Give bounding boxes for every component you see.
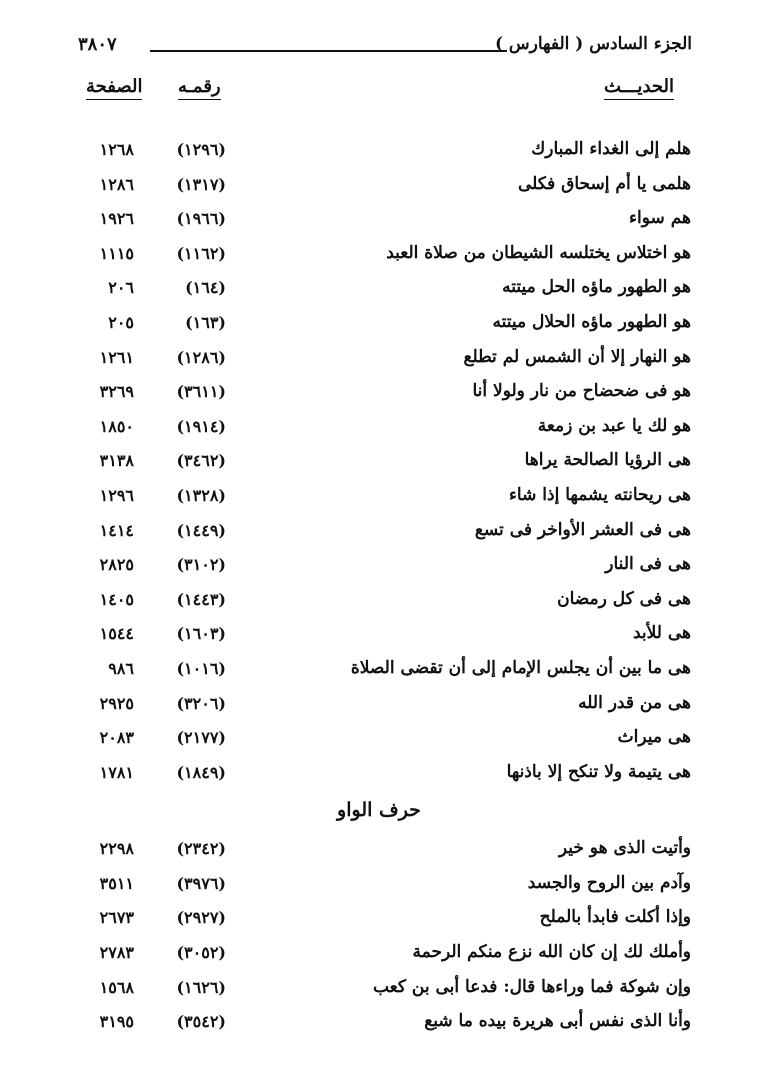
hadith-number: (٢٣٤٢): [176, 839, 226, 859]
index-row: [0, 517, 758, 552]
hadith-number: (٣٠٥٢): [176, 943, 226, 963]
section-title: حرف الواو: [337, 799, 421, 822]
index-row: [0, 447, 758, 482]
hadith-page: ١٤١٤: [99, 520, 134, 540]
index-row: [0, 205, 758, 240]
hadith-number: (١٣١٧): [176, 174, 226, 194]
hadith-number: (١٢٨٦): [176, 347, 226, 367]
index-row: [0, 240, 758, 275]
index-row: [0, 274, 758, 309]
hadith-page: ٢٧٨٣: [99, 943, 134, 963]
hadith-page: ١٩٢٦: [99, 209, 134, 229]
hadith-text: هى يتيمة ولا تنكح إلا باذنها: [506, 761, 691, 782]
hadith-number: (١٨٤٩): [176, 762, 226, 782]
hadith-page: ١١١٥: [99, 243, 134, 263]
column-header-page: الصفحة: [86, 76, 142, 100]
column-header-number: رقمـه: [178, 76, 221, 100]
index-row: [0, 974, 758, 1009]
index-row: [0, 136, 758, 171]
index-row: [0, 171, 758, 206]
hadith-page: ١٢٦١: [99, 347, 134, 367]
hadith-text: هى فى النار: [605, 554, 691, 575]
hadith-page: ٢٩٢٥: [99, 693, 134, 713]
hadith-text: هو فى ضحضاح من نار ولولا أنا: [472, 381, 691, 402]
hadith-text: وأملك لك إن كان الله نزع منكم الرحمة: [412, 942, 691, 963]
hadith-number: (٣٥٤٢): [176, 1012, 226, 1032]
page-number: ٣٨٠٧: [78, 34, 117, 55]
hadith-number: (٣١٠٢): [176, 555, 226, 575]
hadith-number: (٢١٧٧): [176, 728, 226, 748]
hadith-text: هو النهار إلا أن الشمس لم تطلع: [463, 346, 691, 367]
hadith-number: (٣٩٧٦): [176, 873, 226, 893]
hadith-page: ٢٨٢٥: [99, 555, 134, 575]
hadith-text: وآدم بين الروح والجسد: [527, 872, 691, 893]
hadith-page: ٢٦٧٣: [99, 908, 134, 928]
column-header-hadith: الحديـــث: [604, 76, 674, 100]
index-row: [0, 690, 758, 725]
hadith-number: (٣٤٦٢): [176, 451, 226, 471]
hadith-page: ١٢٩٦: [99, 485, 134, 505]
hadith-text: هو لك يا عبد بن زمعة: [537, 415, 691, 436]
index-row: [0, 655, 758, 690]
hadith-text: هو الطهور ماؤه الحلال ميتته: [492, 311, 691, 332]
hadith-text: هى ريحانته يشمها إذا شاء: [508, 484, 691, 505]
hadith-text: هلمى يا أم إسحاق فكلى: [517, 173, 691, 194]
index-row: [0, 1008, 758, 1043]
hadith-page: ٢٠٥: [108, 312, 134, 332]
hadith-page: ٢٠٨٣: [99, 728, 134, 748]
index-row: [0, 620, 758, 655]
hadith-page: ١٢٨٦: [99, 174, 134, 194]
hadith-page: ٣١٩٥: [99, 1012, 134, 1032]
hadith-page: ١٥٤٤: [99, 624, 134, 644]
hadith-text: هى فى العشر الأواخر فى تسع: [474, 519, 691, 540]
hadith-page: ١٤٠٥: [99, 589, 134, 609]
hadith-page: ٣٢٦٩: [99, 382, 134, 402]
hadith-number: (١٦٢٦): [176, 977, 226, 997]
hadith-number: (١١٦٢): [176, 243, 226, 263]
hadith-page: ١٥٦٨: [99, 977, 134, 997]
hadith-number: (٢٩٢٧): [176, 908, 226, 928]
hadith-page: ١٧٨١: [99, 762, 134, 782]
index-row: [0, 586, 758, 621]
hadith-number: (١٦٤): [185, 278, 226, 298]
hadith-page: ١٨٥٠: [99, 416, 134, 436]
hadith-number: (١٣٢٨): [176, 485, 226, 505]
hadith-text: هى ما بين أن يجلس الإمام إلى أن تقضى الصلاة: [350, 657, 691, 678]
hadith-text: هو الطهور ماؤه الحل ميتته: [502, 277, 691, 298]
hadith-text: هلم إلى الغداء المبارك: [531, 139, 691, 159]
index-row: [0, 482, 758, 517]
hadith-number: (١٩١٤): [176, 416, 226, 436]
section-heading: [0, 793, 758, 835]
running-header: [78, 34, 692, 64]
hadith-page: ٩٨٦: [108, 658, 134, 678]
index-entries: [0, 136, 758, 1043]
index-row: [0, 413, 758, 448]
hadith-page: ٢٢٩٨: [99, 839, 134, 859]
hadith-text: هو اختلاس يختلسه الشيطان من صلاة العبد: [386, 242, 691, 263]
hadith-number: (١٤٤٩): [176, 520, 226, 540]
hadith-page: ٢٠٦: [108, 278, 134, 298]
hadith-number: (١٦٠٣): [176, 624, 226, 644]
hadith-page: ٣٥١١: [99, 873, 134, 893]
hadith-number: (١٦٣): [185, 312, 226, 332]
hadith-text: هى الرؤيا الصالحة يراها: [524, 450, 691, 471]
hadith-number: (١٢٩٦): [176, 140, 226, 159]
index-row: [0, 344, 758, 379]
hadith-number: (٣٦١١): [176, 382, 226, 402]
hadith-text: هى من قدر الله: [578, 692, 691, 713]
hadith-text: هى فى كل رمضان: [557, 588, 691, 609]
hadith-text: هم سواء: [629, 208, 691, 229]
index-row: [0, 904, 758, 939]
running-header-title: الجزء السادس ( الفهارس ): [494, 34, 692, 54]
hadith-number: (٣٢٠٦): [176, 693, 226, 713]
hadith-text: وأتيت الذى هو خير: [558, 838, 691, 859]
hadith-page: ١٢٦٨: [99, 140, 134, 159]
index-row: [0, 551, 758, 586]
hadith-number: (١٤٤٣): [176, 589, 226, 609]
index-row: [0, 309, 758, 344]
hadith-number: (١٩٦٦): [176, 209, 226, 229]
index-row: [0, 724, 758, 759]
hadith-text: وأنا الذى نفس أبى هريرة بيده ما شبع: [424, 1011, 691, 1032]
index-row: [0, 939, 758, 974]
index-row: [0, 835, 758, 870]
hadith-page: ٣١٣٨: [99, 451, 134, 471]
hadith-text: وإذا أكلت فابدأ بالملح: [539, 907, 691, 928]
hadith-text: وإن شوكة فما وراءها قال: فدعا أبى بن كعب: [372, 976, 691, 997]
index-row: [0, 759, 758, 794]
index-row: [0, 870, 758, 905]
hadith-text: هى ميراث: [617, 727, 691, 748]
hadith-number: (١٠١٦): [176, 658, 226, 678]
hadith-text: هى للأبد: [632, 623, 691, 644]
index-row: [0, 378, 758, 413]
header-rule: [150, 50, 507, 52]
